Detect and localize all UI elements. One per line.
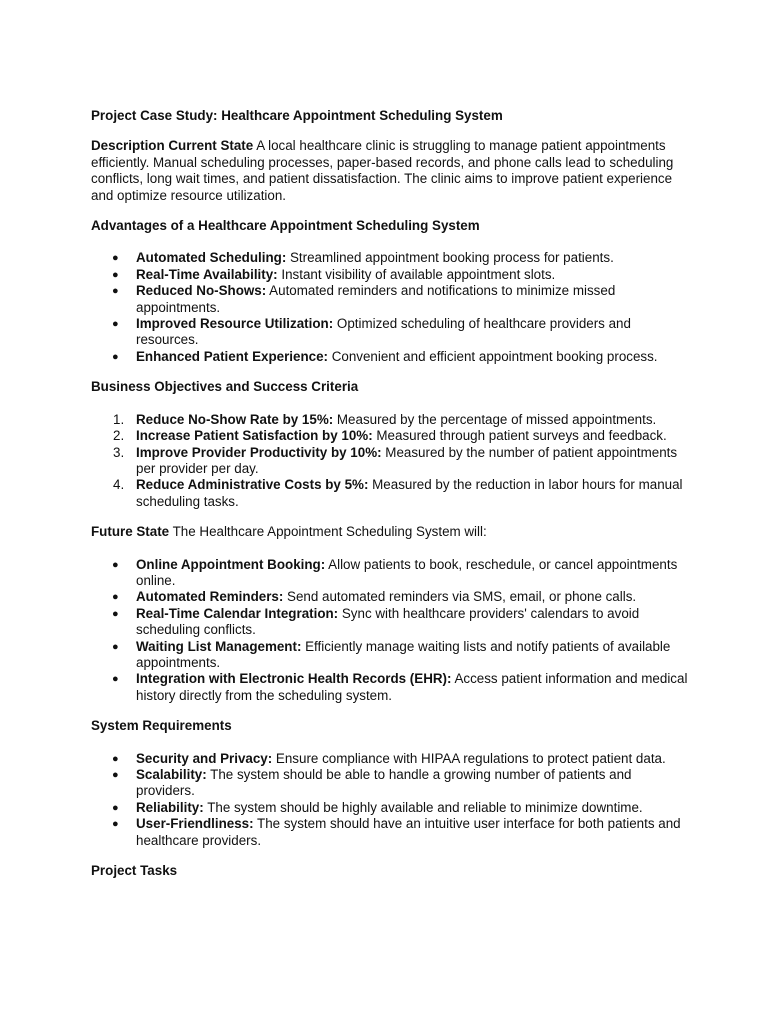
document-page — [91, 108, 691, 879]
list-item: 3. Improve Provider Productivity by 10%: Measured by the number of patient appointments per provider per day. — [113, 444, 678, 476]
requirements-list — [91, 751, 691, 849]
list-number: 2. — [113, 428, 125, 444]
list-item: ● Real-Time Availability: Instant visibility of available appointment slots. — [112, 266, 556, 282]
description-paragraph — [91, 138, 691, 204]
future-state-text: The Healthcare Appointment Scheduling System will: — [169, 524, 487, 540]
bullet-icon: ● — [112, 268, 119, 281]
bullet-icon: ● — [112, 591, 119, 604]
future-state-label: Future State — [91, 524, 170, 540]
advantages-heading: Advantages of a Healthcare Appointment Scheduling System — [91, 218, 480, 234]
advantages-list — [91, 250, 691, 365]
list-item: ● Real-Time Calendar Integration: Sync with healthcare providers' calendars to avoid scheduling conflicts. — [112, 605, 640, 638]
list-item: ● Scalability: The system should be able to handle a growing number of patients and providers. — [112, 767, 632, 799]
list-item: ● Online Appointment Booking: Allow patients to book, reschedule, or cancel appointments online. — [112, 556, 678, 588]
future-state-list — [91, 557, 691, 705]
description-label: Description Current State — [91, 138, 254, 154]
bullet-icon: ● — [112, 801, 119, 814]
objectives-list — [91, 412, 691, 510]
bullet-icon: ● — [112, 769, 119, 781]
list-item: ● Security and Privacy: Ensure compliance with HIPAA regulations to protect patient data. — [112, 750, 666, 766]
requirements-heading: System Requirements — [91, 718, 232, 734]
list-item: 1. Reduce No-Show Rate by 15%: Measured by the percentage of missed appointments. — [113, 411, 657, 427]
list-item: ● Automated Scheduling: Streamlined appointment booking process for patients. — [112, 250, 614, 266]
document-title: Project Case Study: Healthcare Appointment Scheduling System — [91, 108, 503, 123]
description-text: A local healthcare clinic is struggling to manage patient appointments efficiently. Manual scheduling processes, paper-based records, and phone calls lead to scheduling conflicts, long wait times, and patient dissatisfaction. The clinic aims to improve patient experience and optimize resource utilization. — [91, 138, 674, 203]
future-state-paragraph — [91, 524, 691, 540]
list-item: ● Waiting List Management: Efficiently manage waiting lists and notify patients of available appointments. — [112, 638, 671, 670]
list-item: 2. Increase Patient Satisfaction by 10%: Measured through patient surveys and feedback. — [113, 428, 667, 444]
list-item: ● Automated Reminders: Send automated reminders via SMS, email, or phone calls. — [112, 589, 637, 605]
bullet-icon: ● — [112, 318, 119, 331]
list-number: 3. — [113, 444, 125, 460]
project-tasks-heading: Project Tasks — [91, 863, 178, 879]
list-number: 4. — [113, 477, 125, 493]
bullet-icon: ● — [112, 558, 119, 571]
list-item: ● Enhanced Patient Experience: Convenient and efficient appointment booking process. — [112, 348, 658, 364]
list-item: ● User-Friendliness: The system should have an intuitive user interface for both patients and healthcare providers. — [112, 816, 681, 848]
bullet-icon: ● — [112, 673, 119, 686]
list-item: ● Reliability: The system should be highly available and reliable to minimize downtime. — [112, 799, 643, 815]
bullet-icon: ● — [112, 640, 119, 653]
list-item: ● Reduced No-Shows: Automated reminders and notifications to minimize missed appointments. — [112, 283, 616, 315]
bullet-icon: ● — [112, 350, 119, 363]
bullet-icon: ● — [112, 752, 119, 765]
bullet-icon: ● — [112, 607, 119, 620]
bullet-icon: ● — [112, 285, 119, 298]
list-item: 4. Reduce Administrative Costs by 5%: Measured by the reduction in labor hours for manual scheduling tasks. — [113, 477, 683, 509]
list-item: ● Improved Resource Utilization: Optimized scheduling of healthcare providers and resources. — [112, 316, 631, 348]
list-item: ● Integration with Electronic Health Records (EHR): Access patient information and medical history directly from the scheduling system. — [112, 671, 688, 703]
list-number: 1. — [113, 411, 125, 427]
bullet-icon: ● — [112, 252, 119, 265]
bullet-icon: ● — [112, 818, 119, 831]
objectives-heading: Business Objectives and Success Criteria — [91, 379, 359, 395]
